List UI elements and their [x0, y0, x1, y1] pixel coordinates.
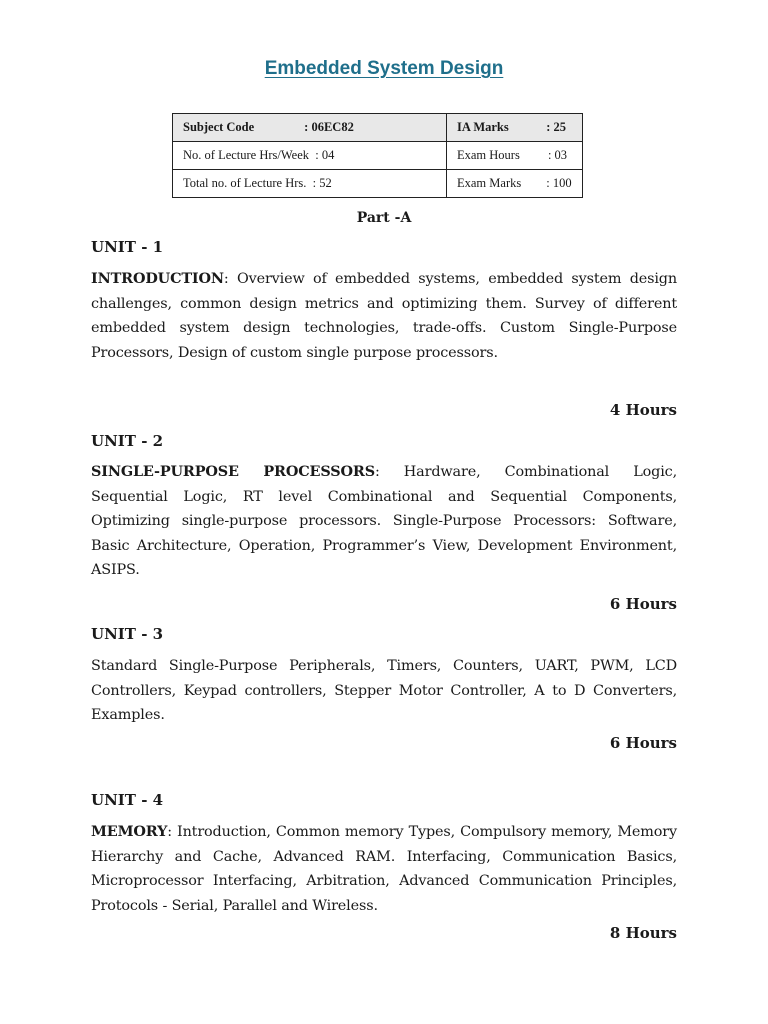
unit-hours: 6 Hours [609, 734, 677, 752]
page-title: Embedded System Design [264, 58, 504, 79]
unit-body: Standard Single-Purpose Peripherals, Timers, Counters, UART, PWM, LCD Controllers, Keypad controllers, Stepper Motor Controller, A to D Converters, Examples. [91, 658, 677, 723]
unit-body: : Introduction, Common memory Types, Compulsory memory, Memory Hierarchy and Cache, Advanced RAM. Interfacing, Communication Basics, Microprocessor Interfacing, Arbitration, Advanced Communication Principles, Protocols - Serial, Parallel and Wireless. [91, 824, 677, 914]
table-cell: Total no. of Lecture Hrs. : 52 [173, 170, 447, 198]
table-cell: Subject Code : 06EC82 [173, 114, 447, 142]
unit-heading: UNIT - 3 [91, 625, 164, 643]
unit-heading: UNIT - 2 [91, 432, 164, 450]
table-row [173, 170, 583, 198]
course-info-table [172, 113, 583, 198]
table-row [173, 114, 583, 142]
unit-hours: 8 Hours [609, 924, 677, 942]
unit-description [91, 654, 677, 728]
unit-description [91, 820, 677, 918]
table-row [173, 142, 583, 170]
unit-description [91, 267, 677, 365]
part-heading: Part -A [356, 210, 412, 226]
unit-heading: UNIT - 4 [91, 791, 164, 809]
table-cell: Exam Hours : 03 [447, 142, 583, 170]
unit-hours: 4 Hours [609, 401, 677, 419]
unit-hours: 6 Hours [609, 595, 677, 613]
unit-body: : Hardware, Combinational Logic, Sequential Logic, RT level Combinational and Sequential Components, Optimizing single-purpose processors. Single-Purpose Processors: Software, Basic Architecture, Operation, Programmer’s View, Development Environment, ASIPS. [91, 464, 677, 578]
unit-description [91, 460, 677, 583]
unit-lead: MEMORY [91, 823, 168, 840]
unit-heading: UNIT - 1 [91, 238, 164, 256]
unit-body: : Overview of embedded systems, embedded system design challenges, common design metrics and optimizing them. Survey of different embedded system design technologies, trade-offs. Custom Single-Purpose Processors, Design of custom single purpose processors. [91, 271, 677, 361]
table-cell: No. of Lecture Hrs/Week : 04 [173, 142, 447, 170]
table-cell: IA Marks : 25 [447, 114, 583, 142]
unit-lead: INTRODUCTION [91, 270, 224, 287]
table-cell: Exam Marks : 100 [447, 170, 583, 198]
unit-lead: SINGLE-PURPOSE PROCESSORS [91, 463, 375, 480]
